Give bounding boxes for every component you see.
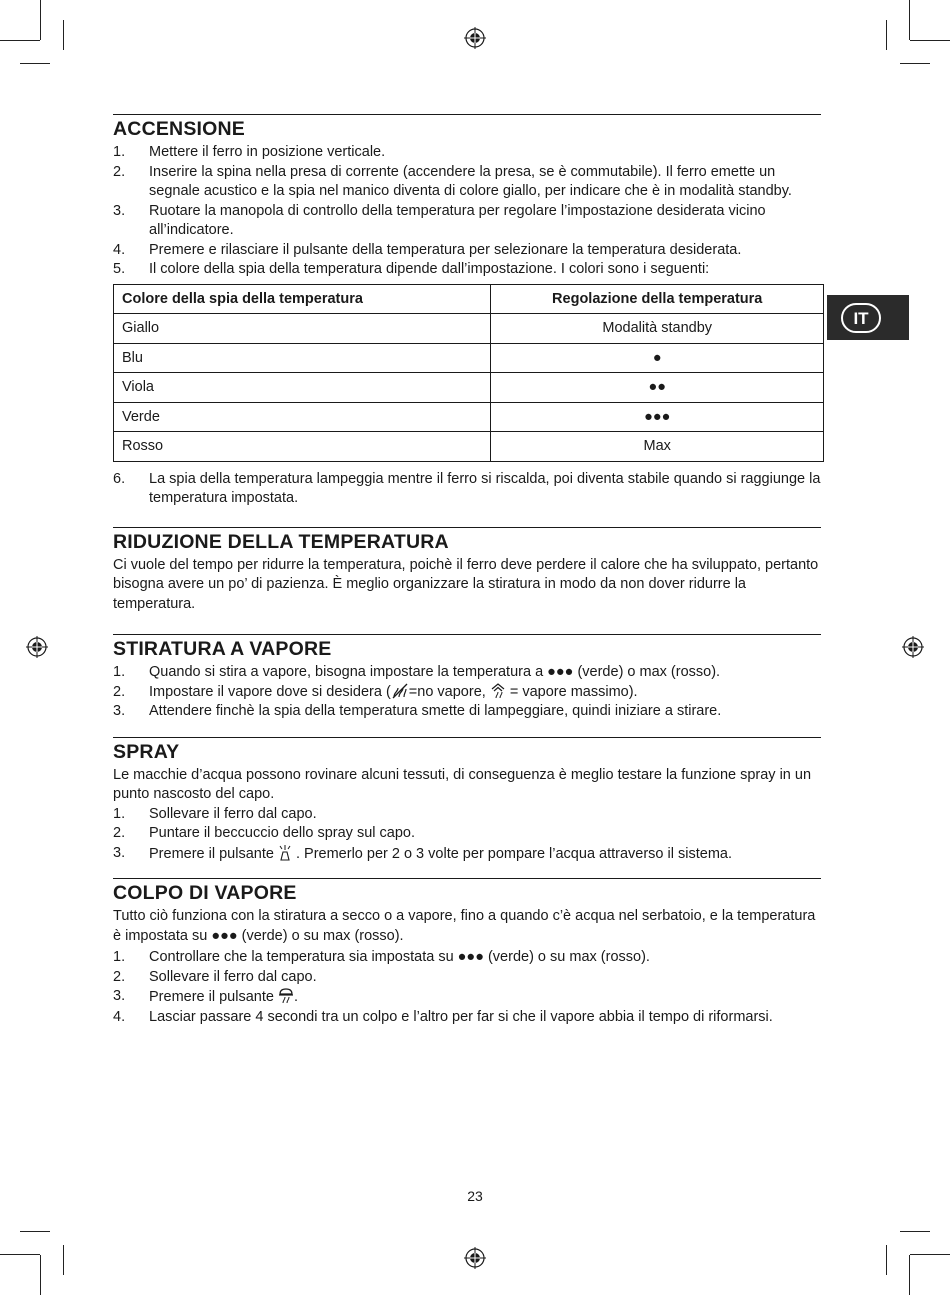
page-number: 23 — [467, 1188, 483, 1204]
registration-mark-icon — [464, 1247, 486, 1269]
step-number: 5. — [113, 261, 126, 277]
section-paragraph: Tutto ciò funziona con la stiratura a secco o a vapore, fino a quando c’è acqua nel serbatoio, e la temperatura è impostata su ●●● (verde) o su max (rosso). — [113, 908, 816, 944]
step-text-part: Premere il pulsante — [149, 989, 278, 1005]
registration-mark-icon — [902, 636, 924, 658]
steps-list — [113, 663, 821, 722]
step-number: 1. — [113, 949, 126, 965]
step-text: Puntare il beccuccio dello spray sul capo. — [149, 825, 415, 841]
step-text-part: . — [293, 989, 298, 1005]
step-text: Premere e rilasciare il pulsante della temperatura per selezionare la temperatura desiderata. — [149, 241, 742, 258]
step-text: La spia della temperatura lampeggia mentre il ferro si riscalda, poi diventa stabile quando si raggiunge la temperatura impostata. — [149, 470, 821, 506]
section-title: COLPO DI VAPORE — [113, 882, 297, 904]
list-item — [113, 683, 821, 703]
step-number: 1. — [113, 664, 126, 680]
steps-list — [113, 470, 821, 509]
section-title: ACCENSIONE — [113, 118, 246, 140]
no-steam-icon — [391, 683, 409, 699]
step-number: 1. — [113, 805, 126, 822]
list-item — [113, 663, 821, 683]
crop-mark — [909, 1255, 910, 1295]
section-divider — [113, 878, 821, 879]
step-number: 3. — [113, 703, 126, 719]
step-text: Mettere il ferro in posizione verticale. — [149, 144, 386, 160]
list-item — [113, 702, 821, 722]
step-text: Attendere finchè la spia della temperatura smette di lampeggiare, quindi iniziare a stirare. — [149, 703, 722, 719]
step-number: 2. — [113, 968, 126, 985]
step-text-part: = vapore massimo). — [505, 683, 638, 700]
section-divider — [113, 634, 821, 635]
step-number: 3. — [113, 202, 126, 219]
section-divider — [113, 737, 821, 738]
table-header-row — [114, 284, 824, 314]
crop-mark — [63, 1245, 64, 1275]
step-number: 3. — [113, 844, 126, 861]
crop-mark — [20, 1231, 50, 1232]
crop-mark — [910, 1254, 950, 1255]
registration-mark-icon — [26, 636, 48, 658]
crop-mark — [900, 1231, 930, 1232]
step-text — [149, 683, 821, 703]
crop-mark — [20, 63, 50, 64]
list-item — [113, 202, 821, 241]
step-number: 2. — [113, 683, 126, 700]
crop-mark — [0, 1254, 40, 1255]
list-item — [113, 260, 821, 280]
step-text: Lasciar passare 4 secondi tra un colpo e l’altro per far si che il vapore abbia il tempo di riformarsi. — [149, 1008, 773, 1025]
table-cell: ●● — [491, 373, 824, 403]
section-divider — [113, 114, 821, 115]
max-steam-icon — [490, 683, 506, 699]
step-text-part: Impostare il vapore dove si desidera ( — [149, 683, 391, 700]
section-paragraph: Le macchie d’acqua possono rovinare alcuni tessuti, di conseguenza è meglio testare la funzione spray in un punto nascosto del capo. — [113, 766, 812, 802]
step-number: 1. — [113, 144, 126, 160]
crop-mark — [886, 1245, 887, 1275]
step-number: 4. — [113, 241, 126, 258]
list-item — [113, 1008, 821, 1028]
step-text: Controllare che la temperatura sia impostata su ●●● (verde) o su max (rosso). — [149, 949, 650, 965]
table-cell: Modalità standby — [491, 314, 824, 344]
step-text — [149, 844, 821, 865]
table-row — [114, 343, 824, 373]
step-text-part: Premere il pulsante — [149, 845, 278, 862]
table-cell: Max — [491, 432, 824, 462]
section-title: RIDUZIONE DELLA TEMPERATURA — [113, 530, 449, 553]
steps-list — [113, 143, 821, 280]
table-cell: Viola — [114, 373, 491, 403]
section-title: SPRAY — [113, 740, 180, 763]
list-item — [113, 824, 821, 844]
steam-burst-button-icon — [278, 987, 294, 1004]
step-text: Inserire la spina nella presa di corrente (accendere la presa, se è commutabile). Il ferro emette un segnale acustico e la spia nel manico diventa di colore giallo, per indicare che è in modalità standby. — [149, 163, 792, 199]
crop-mark — [63, 20, 64, 50]
step-text-part: =no vapore, — [408, 683, 490, 700]
crop-mark — [910, 40, 950, 41]
table-header: Colore della spia della temperatura — [114, 284, 491, 314]
section-title: STIRATURA A VAPORE — [113, 638, 332, 660]
list-item — [113, 948, 821, 968]
table-cell: Giallo — [114, 314, 491, 344]
table-row — [114, 402, 824, 432]
table-header: Regolazione della temperatura — [491, 284, 824, 314]
crop-mark — [40, 0, 41, 40]
page-content — [113, 114, 821, 1027]
step-text-part: . Premerlo per 2 o 3 volte per pompare l’acqua attraverso il sistema. — [291, 845, 732, 862]
table-cell: Rosso — [114, 432, 491, 462]
language-badge: IT — [841, 303, 881, 333]
step-text: Ruotare la manopola di controllo della temperatura per regolare l’impostazione desiderata vicino all’indicatore. — [149, 202, 766, 238]
list-item — [113, 470, 821, 509]
crop-mark — [900, 63, 930, 64]
section-riduzione-temperatura — [113, 527, 821, 615]
list-item — [113, 143, 821, 163]
registration-mark-icon — [464, 27, 486, 49]
crop-mark — [886, 20, 887, 50]
table-row — [114, 432, 824, 462]
table-cell: Blu — [114, 343, 491, 373]
table-row — [114, 373, 824, 403]
section-colpo-vapore — [113, 878, 821, 1027]
list-item — [113, 844, 821, 865]
list-item — [113, 987, 821, 1008]
crop-mark — [909, 0, 910, 40]
section-paragraph: Ci vuole del tempo per ridurre la temperatura, poichè il ferro deve perdere il calore che ha sviluppato, pertanto bisogna avere un po’ di pazienza. È meglio organizzare la stiratura in modo da non dover ridurre la temperatura. — [113, 556, 819, 612]
section-spray — [113, 737, 821, 865]
crop-mark — [40, 1255, 41, 1295]
step-text: Sollevare il ferro dal capo. — [149, 968, 317, 985]
step-text — [149, 987, 821, 1008]
crop-mark — [0, 40, 40, 41]
list-item — [113, 163, 821, 202]
temperature-table — [113, 284, 824, 462]
spray-button-icon — [278, 844, 292, 861]
list-item — [113, 241, 821, 261]
steps-list — [113, 805, 821, 865]
table-cell: ● — [491, 343, 824, 373]
step-text: Il colore della spia della temperatura dipende dall’impostazione. I colori sono i seguenti: — [149, 261, 710, 277]
step-number: 6. — [113, 470, 126, 487]
step-number: 3. — [113, 988, 126, 1004]
section-stiratura-vapore — [113, 634, 821, 722]
list-item — [113, 805, 821, 825]
section-accensione — [113, 114, 821, 509]
list-item — [113, 968, 821, 988]
table-row — [114, 314, 824, 344]
step-number: 2. — [113, 825, 126, 841]
steps-list — [113, 948, 821, 1027]
section-divider — [113, 527, 821, 528]
step-text: Sollevare il ferro dal capo. — [149, 805, 317, 822]
step-number: 2. — [113, 163, 126, 180]
table-cell: Verde — [114, 402, 491, 432]
step-number: 4. — [113, 1008, 126, 1025]
language-tab — [827, 295, 909, 340]
table-cell: ●●● — [491, 402, 824, 432]
step-text: Quando si stira a vapore, bisogna impostare la temperatura a ●●● (verde) o max (rosso). — [149, 664, 721, 680]
